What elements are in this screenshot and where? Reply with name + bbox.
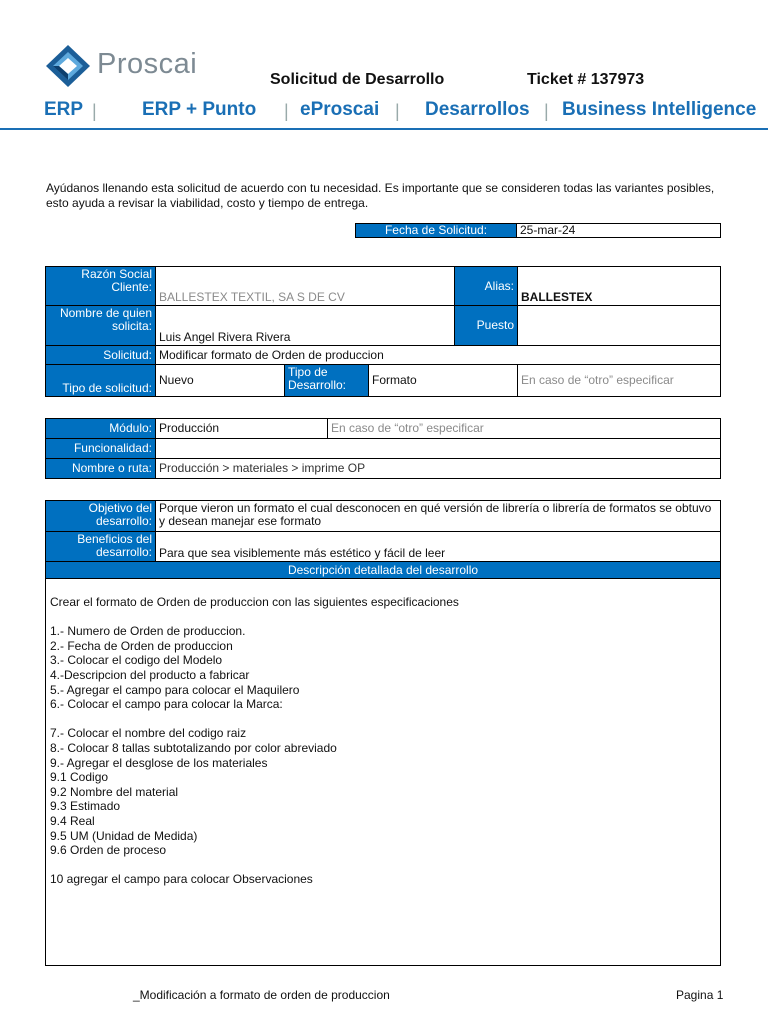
nav-item-erp[interactable]: ERP [44,99,84,120]
razon-social-text: BALLESTEX TEXTIL, SA S DE CV [159,290,345,304]
descripcion-line: 9.2 Nombre del material [50,784,179,799]
descripcion-line: 9.6 Orden de proceso [50,843,167,858]
footer-page-number: Pagina 1 [676,988,724,1002]
objetivo-label: Objetivo del desarrollo: [45,500,156,532]
beneficios-value[interactable] [155,531,721,562]
modulo-value[interactable]: Producción [155,418,328,439]
tipo-otro-field[interactable]: En caso de “otro” especificar [517,364,721,397]
nav-separator: | [544,101,549,121]
nav-item-eproscai[interactable]: eProscai [300,99,380,120]
descripcion-line: 9.5 UM (Unidad de Medida) [50,828,198,843]
nav-underline [0,128,768,130]
intro-text: Ayúdanos llenando esta solicitud de acuerdo con tu necesidad. Es importante que se consideren todas las variantes posibles, esto ayuda a revisar la viabilidad, costo y tiempo de entrega. [46,181,715,210]
descripcion-header: Descripción detallada del desarrollo [45,561,721,579]
product-nav [0,99,768,129]
beneficios-text: Para que sea visiblemente más estético y fácil de leer [159,546,446,560]
descripcion-line [50,712,716,727]
ruta-label: Nombre o ruta: [45,458,156,479]
descripcion-line: Crear el formato de Orden de produccion con las siguientes especificaciones [50,595,459,609]
objetivo-value[interactable]: Porque vieron un formato el cual desconocen en qué versión de librería o librería de formatos se obtuvo y desean manejar ese formato [155,500,721,532]
nav-separator: | [92,101,97,121]
solicitud-label: Solicitud: [45,345,156,365]
puesto-label: Puesto [454,305,518,346]
tipo-solicitud-value[interactable]: Nuevo [155,364,285,397]
descripcion-body[interactable] [45,578,721,966]
descripcion-line: 8.- Colocar 8 tallas subtotalizando por color abreviado [50,740,337,755]
nav-item-business-intelligence[interactable]: Business Intelligence [562,99,757,120]
funcionalidad-value[interactable] [155,438,721,459]
descripcion-line: 1.- Numero de Orden de produccion. [50,624,246,639]
tipo-solicitud-label: Tipo de solicitud: [45,364,156,397]
descripcion-line: 9.4 Real [50,813,95,828]
ticket-number: Ticket # 137973 [527,71,645,88]
descripcion-line: 9.- Agregar el desglose de los materiales [50,755,268,770]
nav-separator: | [395,101,400,121]
alias-label: Alias: [454,266,518,306]
razon-social-value[interactable] [155,266,455,306]
descripcion-line: 3.- Colocar el codigo del Modelo [50,653,223,668]
nav-item-desarrollos[interactable]: Desarrollos [425,99,530,120]
nav-item-erp-punto[interactable]: ERP + Punto [142,99,257,120]
ruta-value[interactable]: Producción > materiales > imprime OP [155,458,721,479]
requester-value[interactable] [155,305,455,346]
solicitud-value[interactable]: Modificar formato de Orden de produccion [155,345,721,365]
razon-social-label: Razón Social Cliente: [45,266,156,306]
document-title: Solicitud de Desarrollo [270,71,445,88]
footer-document-name: _Modificación a formato de orden de produccion [133,988,390,1002]
descripcion-line: 10 agregar el campo para colocar Observaciones [50,872,313,887]
puesto-value[interactable] [517,305,721,346]
modulo-label: Módulo: [45,418,156,439]
descripcion-line: 5.- Agregar el campo para colocar el Maquilero [50,682,300,697]
proscai-logo-icon [45,44,91,88]
alias-value[interactable] [517,266,721,306]
beneficios-label: Beneficios del desarrollo: [45,531,156,562]
descripcion-line: 6.- Colocar el campo para colocar la Marca: [50,697,283,712]
descripcion-line: 4.-Descripcion del producto a fabricar [50,667,250,682]
descripcion-line [50,610,716,625]
descripcion-line: 7.- Colocar el nombre del codigo raiz [50,726,247,741]
descripcion-line: 9.1 Codigo [50,770,109,785]
requester-label: Nombre de quien solicita: [45,305,156,346]
alias-text: BALLESTEX [521,290,593,304]
nav-separator: | [284,101,289,121]
tipo-desarrollo-label: Tipo de Desarrollo: [284,364,369,397]
tipo-desarrollo-value[interactable]: Formato [368,364,518,397]
modulo-otro-field[interactable]: En caso de “otro” especificar [327,418,721,439]
funcionalidad-label: Funcionalidad: [45,438,156,459]
logo-text: Proscai [97,48,198,80]
request-date-value[interactable]: 25-mar-24 [516,223,721,238]
requester-text: Luis Angel Rivera Rivera [159,330,291,344]
descripcion-line: 9.3 Estimado [50,799,121,814]
descripcion-line [50,858,716,873]
request-date-label: Fecha de Solicitud: [355,223,517,238]
descripcion-line: 2.- Fecha de Orden de produccion [50,638,233,653]
